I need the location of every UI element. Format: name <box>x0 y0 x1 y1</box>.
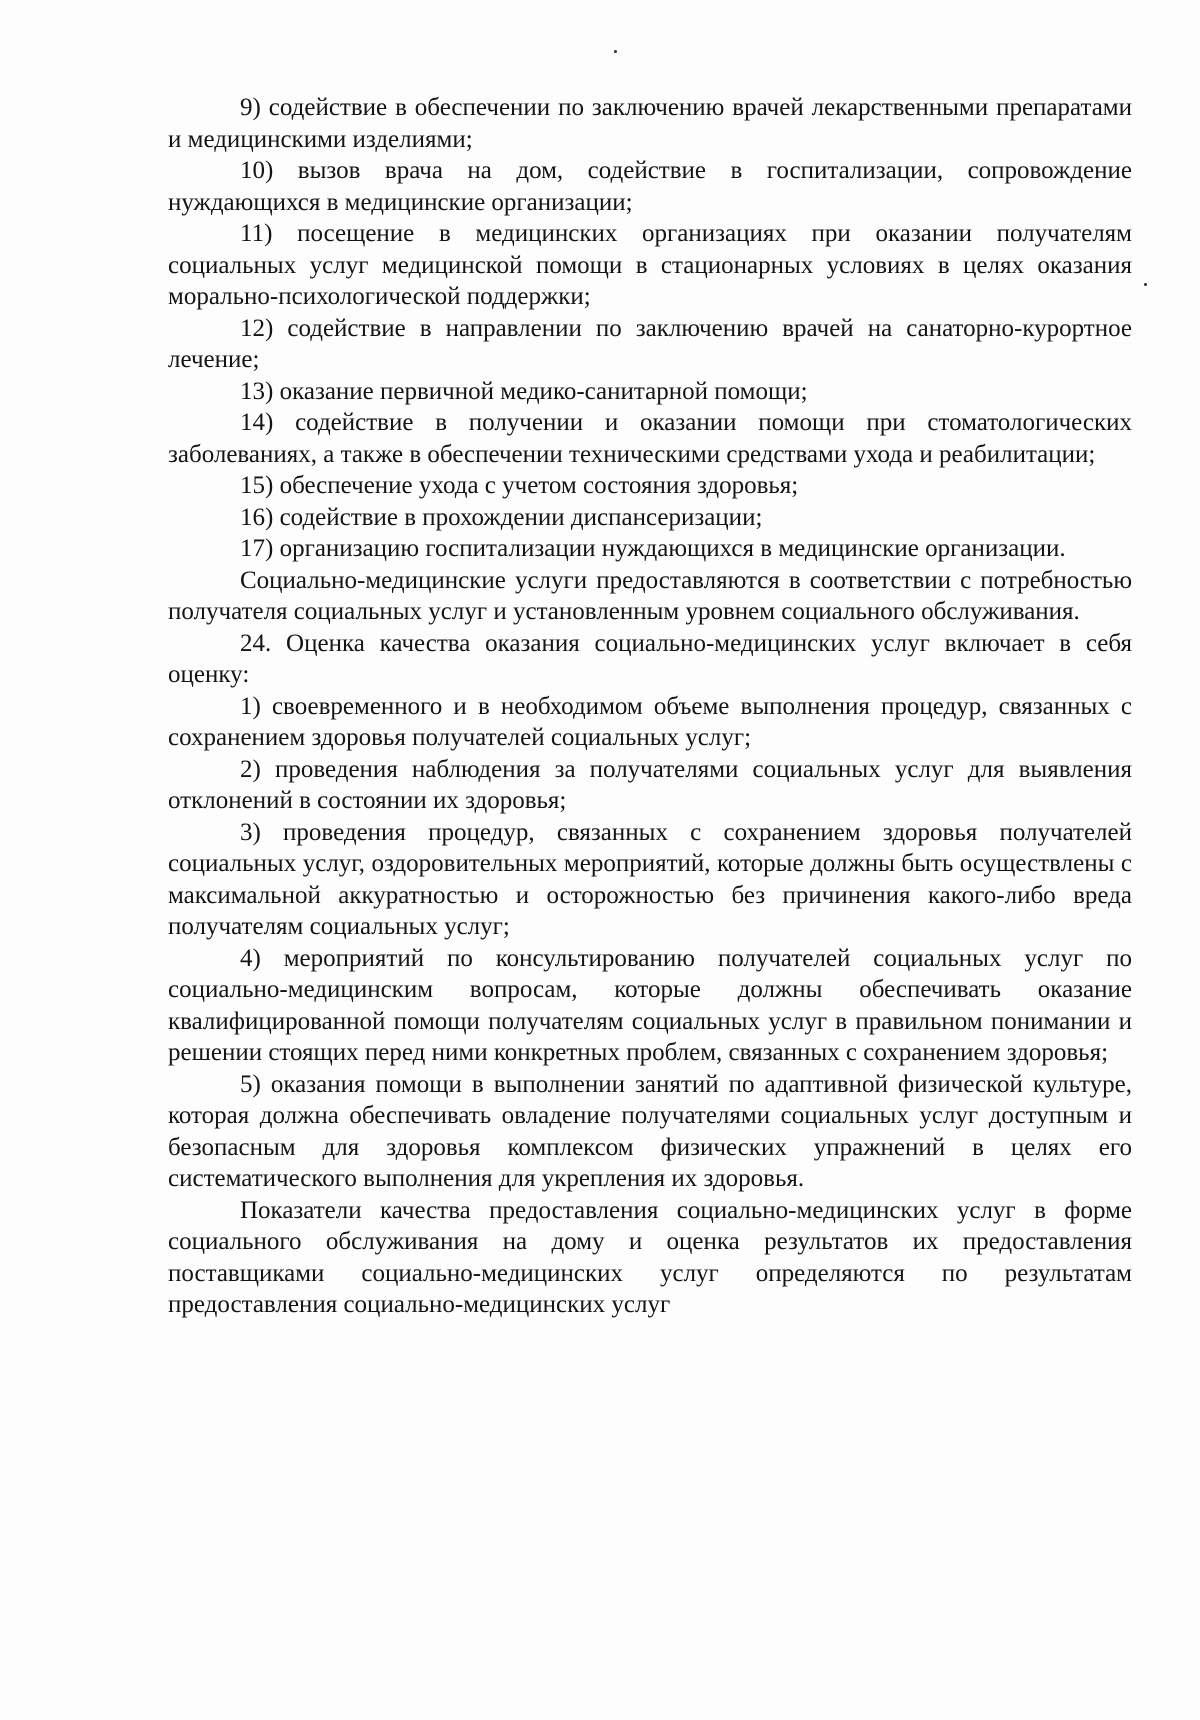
assessment-item-1: 1) своевременного и в необходимом объеме выполнения процедур, связанных с сохранением здоровья получателей социальных услуг; <box>168 692 1132 751</box>
document-body <box>168 92 1132 1321</box>
assessment-item-2: 2) проведения наблюдения за получателями социальных услуг для выявления отклонений в состоянии их здоровья; <box>168 755 1132 814</box>
scan-speck <box>1144 283 1147 286</box>
list-item-15: 15) обеспечение ухода с учетом состояния здоровья; <box>240 472 799 499</box>
list-item-10: 10) вызов врача на дом, содействие в госпитализации, сопровождение нуждающихся в медицинские организации; <box>168 157 1132 216</box>
list-item-11: 11) посещение в медицинских организациях при оказании получателям социальных услуг медицинской помощи в стационарных условиях в целях оказания морально-психологической поддержки; <box>168 220 1132 310</box>
list-item-14: 14) содействие в получении и оказании помощи при стоматологических заболеваниях, а также в обеспечении техническими средствами ухода и реабилитации; <box>168 409 1132 468</box>
scan-speck <box>614 50 617 53</box>
quality-indicators-paragraph: Показатели качества предоставления социально-медицинских услуг в форме социального обслуживания на дому и оценка результатов их предоставления поставщиками социально-медицинских услуг определяются по результатам предоставления социально-медицинских услуг <box>168 1196 1132 1318</box>
list-item-17: 17) организацию госпитализации нуждающихся в медицинские организации. <box>240 535 1066 562</box>
assessment-item-5: 5) оказания помощи в выполнении занятий по адаптивной физической культуре, которая должна обеспечивать овладение получателями социальных услуг доступным и безопасным для здоровья комплексом физических упражнений в целях его систематического выполнения для укрепления их здоровья. <box>168 1070 1132 1192</box>
assessment-item-3: 3) проведения процедур, связанных с сохранением здоровья получателей социальных услуг, оздоровительных мероприятий, которые должны быть осуществлены с максимальной аккуратностью и осторожностью без причинения какого-либо вреда получателям социальных услуг; <box>168 818 1132 940</box>
list-item-12: 12) содействие в направлении по заключению врачей на санаторно-курортное лечение; <box>168 314 1132 373</box>
assessment-item-4: 4) мероприятий по консультированию получателей социальных услуг по социально-медицинским вопросам, которые должны обеспечивать оказание квалифицированной помощи получателям социальных услуг в правильном понимании и решении стоящих перед ними конкретных проблем, связанных с сохранением здоровья; <box>168 944 1132 1066</box>
list-item-16: 16) содействие в прохождении диспансеризации; <box>240 503 763 531</box>
services-paragraph: Социально-медицинские услуги предоставляются в соответствии с потребностью получателя социальных услуг и установленным уровнем социального обслуживания. <box>168 566 1132 625</box>
list-item-13: 13) оказание первичной медико-санитарной помощи; <box>240 377 808 405</box>
list-item-9: 9) содействие в обеспечении по заключению врачей лекарственными препаратами и медицинскими изделиями; <box>168 94 1132 153</box>
section-24-heading: 24. Оценка качества оказания социально-медицинских услуг включает в себя оценку: <box>168 629 1132 688</box>
